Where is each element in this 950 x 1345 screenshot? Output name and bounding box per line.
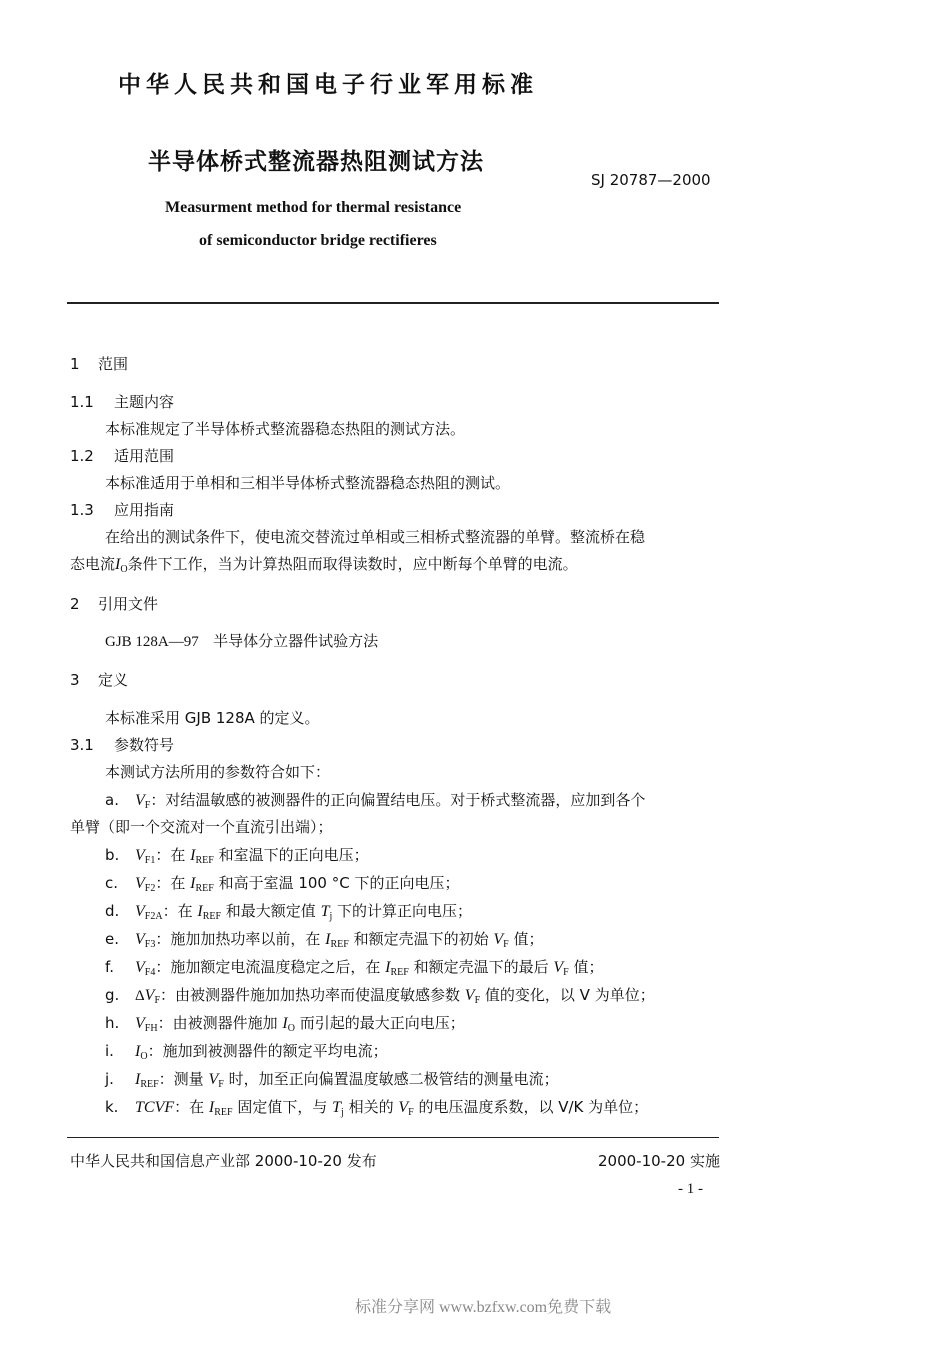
param-item-e [105, 929, 543, 955]
symbol-i: I [135, 1043, 141, 1060]
item-text: ：在 [155, 874, 191, 892]
symbol-subscript: F [144, 800, 151, 811]
section-3-heading [70, 670, 128, 690]
symbol-t: T [320, 903, 330, 920]
symbol-subscript: REF [214, 1107, 233, 1118]
item-text: ：在 [174, 1098, 209, 1116]
section-title: 适用范围 [114, 447, 175, 465]
symbol-subscript: F [563, 967, 569, 978]
section-number: 1.2 [70, 447, 94, 465]
item-label: e. [105, 930, 119, 948]
symbol-v: V [398, 1099, 409, 1116]
item-label: h. [105, 1014, 120, 1032]
symbol-v: V [553, 959, 564, 976]
section-number: 1.3 [70, 501, 94, 519]
param-item-f [105, 957, 603, 983]
symbol-subscript: O [120, 564, 128, 575]
section-3-text: 本标准采用 GJB 128A 的定义。 [105, 709, 320, 727]
param-item-a-continued: 单臂（即一个交流对一个直流引出端）； [70, 818, 333, 836]
item-text: 值； [568, 958, 604, 976]
item-text: ：施加到被测器件的额定平均电流； [147, 1042, 388, 1060]
symbol-subscript: F [408, 1107, 414, 1118]
section-number: 3 [70, 671, 80, 689]
item-text: 相关的 [343, 1098, 399, 1116]
item-text: ：对结温敏感的被测器件的正向偏置结电压。对于桥式整流器，应加到各个 [150, 791, 646, 809]
page-number: - 1 - [678, 1181, 703, 1197]
item-text: ：施加加热功率以前，在 [155, 930, 326, 948]
param-item-i [105, 1041, 388, 1067]
item-text: 值的变化，以 V 为单位； [480, 986, 655, 1004]
issue-info: 中华人民共和国信息产业部 2000-10-20 发布 [70, 1152, 377, 1170]
symbol-subscript: F [503, 939, 509, 950]
section-1-3-text-line2 [70, 554, 578, 580]
section-1-1-heading [70, 392, 174, 412]
item-text: ：由被测器件施加加热功率而使温度敏感参数 [160, 986, 465, 1004]
param-item-d [105, 901, 472, 927]
item-label: i. [105, 1042, 114, 1060]
symbol-v: V [135, 1015, 145, 1032]
item-label: b. [105, 846, 120, 864]
item-label: g. [105, 986, 120, 1004]
item-text: ：施加额定电流温度稳定之后，在 [155, 958, 386, 976]
section-1-3-heading [70, 500, 174, 520]
symbol-i: I [282, 1015, 288, 1032]
item-text: 下的计算正向电压； [332, 902, 473, 920]
text-run: 条件下工作，当为计算热阻而取得读数时，应中断每个单臂的电流。 [127, 555, 578, 573]
section-title: 应用指南 [114, 501, 175, 519]
header-divider [67, 302, 719, 304]
item-text: 和高于室温 100 °C 下的正向电压； [213, 874, 460, 892]
symbol-subscript: O [140, 1051, 148, 1062]
item-text: 和额定壳温下的初始 [348, 930, 494, 948]
symbol-v: V [135, 875, 145, 892]
text-run: 态电流 [70, 555, 116, 573]
symbol-v: V [135, 847, 145, 864]
item-text: 值； [508, 930, 544, 948]
item-text: 固定值下，与 [232, 1098, 333, 1116]
footer-divider [67, 1137, 719, 1138]
item-text: 时，加至正向偏置温度敏感二极管结的测量电流； [223, 1070, 559, 1088]
document-title-cn: 半导体桥式整流器热阻测试方法 [148, 149, 484, 175]
reference-title: 半导体分立器件试验方法 [213, 632, 379, 650]
symbol-v: V [135, 931, 145, 948]
symbol-i: I [385, 959, 391, 976]
item-text: ：在 [155, 846, 191, 864]
section-1-1-text: 本标准规定了半导体桥式整流器稳态热阻的测试方法。 [105, 420, 466, 438]
item-text: 和最大额定值 [221, 902, 321, 920]
item-text: 和室温下的正向电压； [213, 846, 369, 864]
param-item-h [105, 1013, 465, 1039]
document-code: SJ 20787—2000 [591, 171, 711, 189]
symbol-subscript: REF [195, 883, 214, 894]
section-title: 范围 [98, 355, 129, 373]
section-1-2-heading [70, 446, 174, 466]
param-item-a [105, 790, 645, 816]
symbol-i: I [190, 875, 196, 892]
param-item-j [105, 1069, 559, 1095]
symbol-v: V [144, 987, 155, 1004]
section-1-2-text: 本标准适用于单相和三相半导体桥式整流器稳态热阻的测试。 [105, 474, 511, 492]
item-label: j. [105, 1070, 114, 1088]
item-label: k. [105, 1098, 119, 1116]
section-3-1-heading [70, 735, 174, 755]
item-label: d. [105, 902, 120, 920]
item-label: c. [105, 874, 119, 892]
symbol-subscript: REF [330, 939, 349, 950]
symbol-subscript: REF [202, 911, 222, 922]
symbol-subscript: j [329, 911, 333, 922]
symbol-subscript: REF [195, 855, 214, 866]
section-number: 1 [70, 355, 80, 373]
symbol-i: I [190, 847, 196, 864]
symbol-subscript: F3 [144, 939, 156, 950]
symbol-v: V [464, 987, 475, 1004]
item-text: 和额定壳温下的最后 [408, 958, 554, 976]
param-item-b [105, 845, 369, 871]
section-1-3-text-line1: 在给出的测试条件下，使电流交替流过单相或三相桥式整流器的单臂。整流桥在稳 [105, 528, 646, 546]
reference-code: GJB 128A—97 [105, 634, 199, 650]
section-title: 主题内容 [114, 393, 175, 411]
param-item-c [105, 873, 459, 899]
symbol-v: V [135, 792, 145, 809]
symbol-i: I [208, 1099, 215, 1116]
item-label: f. [105, 958, 114, 976]
item-text: ：由被测器件施加 [157, 1014, 283, 1032]
section-number: 3.1 [70, 736, 94, 754]
symbol-subscript: F2A [144, 911, 163, 922]
symbol-subscript: REF [390, 967, 409, 978]
symbol-i: I [115, 556, 121, 573]
symbol-subscript: FH [144, 1023, 158, 1034]
symbol-subscript: F1 [144, 855, 156, 866]
item-text: 的电压温度系数，以 V/K 为单位； [413, 1098, 649, 1116]
symbol-subscript: F [218, 1079, 224, 1090]
symbol-subscript: F2 [144, 883, 156, 894]
section-number: 2 [70, 595, 80, 613]
symbol-tcvf: TCVF [135, 1099, 175, 1116]
section-number: 1.1 [70, 393, 94, 411]
document-title-en-line1: Measurment method for thermal resistance [165, 199, 462, 216]
symbol-subscript: F [474, 995, 481, 1006]
symbol-subscript: O [287, 1023, 295, 1034]
delta-symbol: Δ [135, 988, 145, 1004]
symbol-t: T [332, 1099, 342, 1116]
symbol-subscript: F [154, 995, 160, 1006]
watermark-link[interactable]: 标准分享网 www.bzfxw.com免费下载 [355, 1299, 612, 1316]
section-2-heading [70, 594, 158, 614]
item-text: 而引起的最大正向电压； [294, 1014, 465, 1032]
item-label: a. [105, 791, 119, 809]
symbol-subscript: F4 [144, 967, 156, 978]
document-title-en-line2: of semiconductor bridge rectifieres [199, 232, 437, 249]
standard-organization-title: 中华人民共和国电子行业军用标准 [118, 72, 538, 98]
symbol-v: V [208, 1071, 219, 1088]
symbol-v: V [493, 931, 504, 948]
section-title: 定义 [98, 671, 129, 689]
section-1-heading [70, 354, 128, 374]
symbol-i: I [135, 1071, 141, 1088]
section-title: 参数符号 [114, 736, 175, 754]
reference-document [105, 631, 378, 652]
param-item-k [105, 1097, 648, 1123]
symbol-v: V [135, 959, 145, 976]
section-3-1-intro: 本测试方法所用的参数符合如下： [105, 763, 331, 781]
section-title: 引用文件 [98, 595, 159, 613]
symbol-subscript: j [341, 1107, 344, 1118]
symbol-subscript: REF [140, 1079, 159, 1090]
symbol-i: I [197, 903, 203, 920]
param-item-g [105, 985, 655, 1011]
item-text: ：在 [162, 902, 198, 920]
item-text: ：测量 [158, 1070, 209, 1088]
effective-date: 2000-10-20 实施 [598, 1152, 720, 1170]
symbol-i: I [325, 931, 331, 948]
symbol-v: V [135, 903, 145, 920]
